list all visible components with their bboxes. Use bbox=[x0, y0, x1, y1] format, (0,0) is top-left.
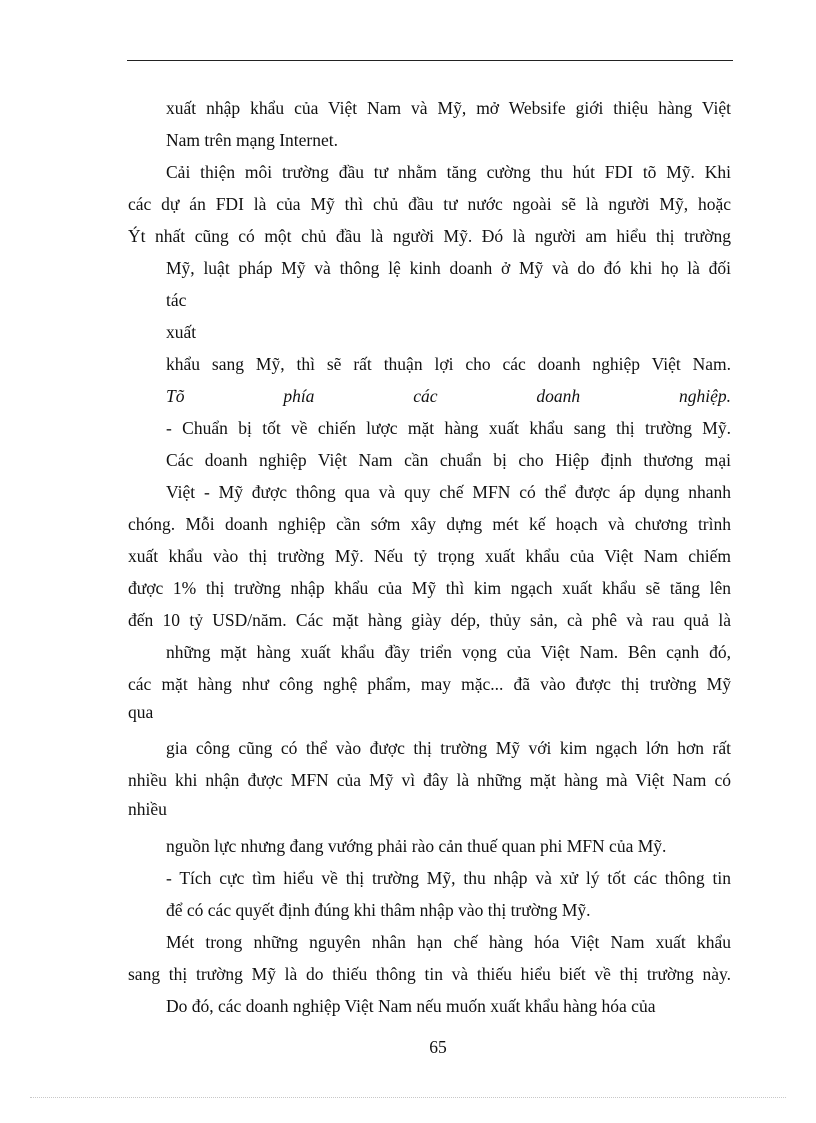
header-rule bbox=[127, 60, 733, 61]
text-line: - Chuẩn bị tốt về chiến lược mặt hàng xuất khẩu sang thị trường Mỹ. bbox=[166, 418, 731, 438]
text-line: qua bbox=[128, 702, 154, 722]
text-line: nhiều bbox=[128, 799, 167, 819]
text-line: xuất nhập khẩu của Việt Nam và Mỹ, mở Websife giới thiệu hàng Việt bbox=[166, 98, 731, 118]
text-line: Do đó, các doanh nghiệp Việt Nam nếu muốn xuất khẩu hàng hóa của bbox=[166, 996, 656, 1016]
text-line: Mỹ, luật pháp Mỹ và thông lệ kinh doanh ở Mỹ và do đó khi họ là đối bbox=[166, 258, 731, 278]
text-line: Việt - Mỹ được thông qua và quy chế MFN có thể được áp dụng nhanh bbox=[166, 482, 731, 502]
page-number: 65 bbox=[429, 1037, 447, 1057]
italic-heading: Tõ phía các doanh nghiệp. bbox=[166, 386, 731, 406]
text-line: Ýt nhất cũng có một chủ đầu là người Mỹ. Đó là người am hiểu thị trường bbox=[128, 226, 731, 246]
text-line: xuất bbox=[166, 322, 197, 342]
text-line: được 1% thị trường nhập khẩu của Mỹ thì kim ngạch xuất khẩu sẽ tăng lên bbox=[128, 578, 731, 598]
text-line: Cải thiện môi trường đầu tư nhằm tăng cường thu hút FDI tõ Mỹ. Khi bbox=[166, 162, 731, 182]
text-line: xuất khẩu vào thị trường Mỹ. Nếu tỷ trọng xuất khẩu của Việt Nam chiếm bbox=[128, 546, 731, 566]
text-line: các mặt hàng như công nghệ phẩm, may mặc... đã vào được thị trường Mỹ bbox=[128, 674, 731, 694]
text-line: nguồn lực nhưng đang vướng phải rào cản thuế quan phi MFN của Mỹ. bbox=[166, 836, 667, 856]
text-line: Mét trong những nguyên nhân hạn chế hàng hóa Việt Nam xuất khẩu bbox=[166, 932, 731, 952]
text-line: gia công cũng có thể vào được thị trường Mỹ với kim ngạch lớn hơn rất bbox=[166, 738, 731, 758]
text-line: Các doanh nghiệp Việt Nam cần chuẩn bị cho Hiệp định thương mại bbox=[166, 450, 731, 470]
text-line: nhiều khi nhận được MFN của Mỹ vì đây là những mặt hàng mà Việt Nam có bbox=[128, 770, 731, 790]
text-line: khẩu sang Mỹ, thì sẽ rất thuận lợi cho các doanh nghiệp Việt Nam. bbox=[166, 354, 731, 374]
text-line: những mặt hàng xuất khẩu đầy triển vọng của Việt Nam. Bên cạnh đó, bbox=[166, 642, 731, 662]
text-line: các dự án FDI là của Mỹ thì chủ đầu tư nước ngoài sẽ là người Mỹ, hoặc bbox=[128, 194, 731, 214]
text-line: tác bbox=[166, 290, 187, 310]
footer-dotted-rule bbox=[30, 1097, 786, 1098]
text-line: Nam trên mạng Internet. bbox=[166, 130, 339, 150]
text-line: đến 10 tỷ USD/năm. Các mặt hàng giày dép, thủy sản, cà phê và rau quả là bbox=[128, 610, 731, 630]
text-line: để có các quyết định đúng khi thâm nhập vào thị trường Mỹ. bbox=[166, 900, 591, 920]
text-line: sang thị trường Mỹ là do thiếu thông tin và thiếu hiểu biết về thị trường này. bbox=[128, 964, 731, 984]
text-line: - Tích cực tìm hiểu về thị trường Mỹ, thu nhập và xử lý tốt các thông tin bbox=[166, 868, 731, 888]
text-line: chóng. Mỗi doanh nghiệp cần sớm xây dựng mét kế hoạch và chương trình bbox=[128, 514, 731, 534]
